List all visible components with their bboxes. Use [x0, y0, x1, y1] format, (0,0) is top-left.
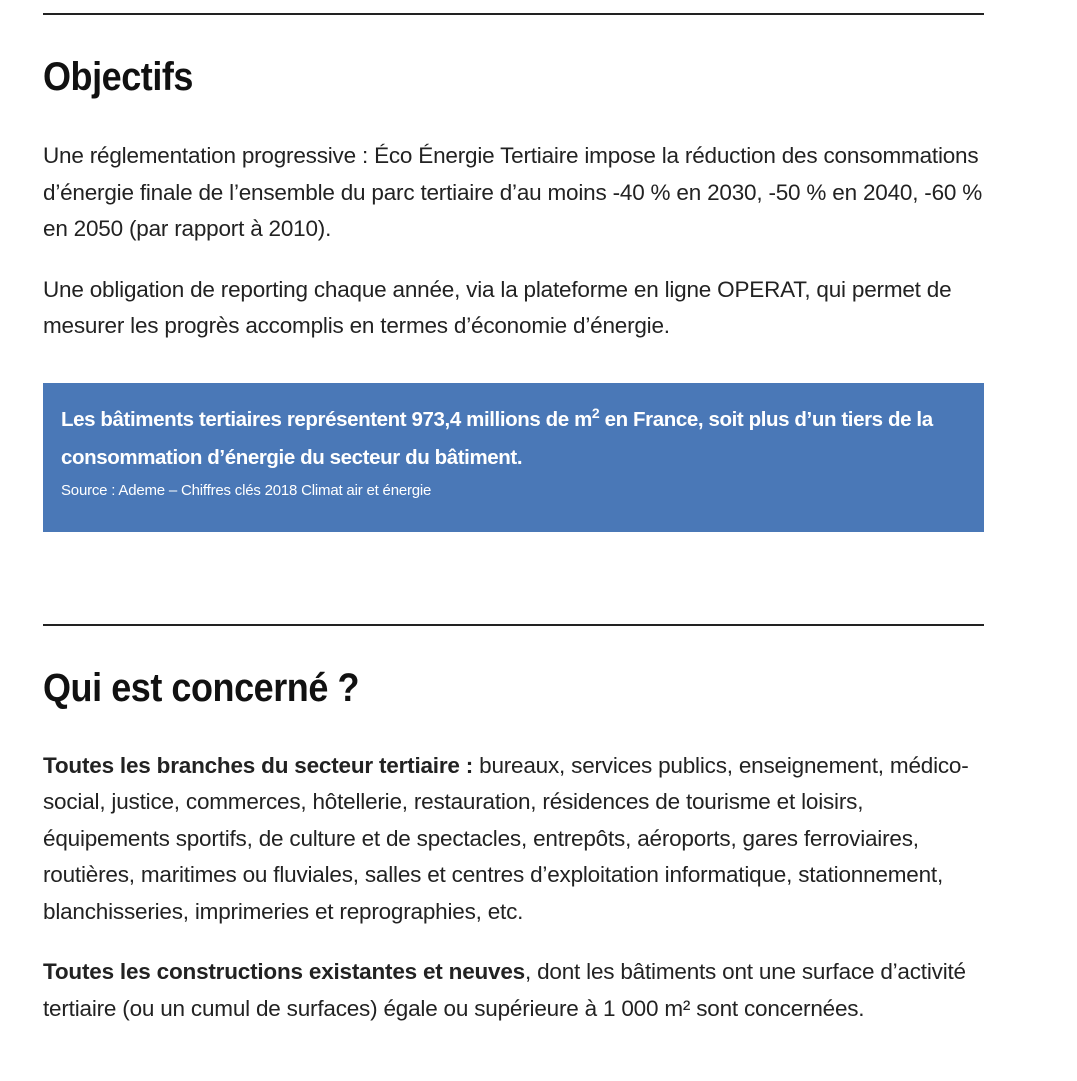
callout-source: Source : Ademe – Chiffres clés 2018 Climat air et énergie	[61, 481, 432, 499]
branches-list: bureaux, services publics, enseignement, médico-social, justice, commerces, hôtellerie, restauration, résidences de tourisme et loisirs, équipements sportifs, de culture et de spectacles, entrepôts, aéroports, gares ferroviaires, routières, maritimes ou fluviales, salles et centres d’exploitation informatique, stationnement, blanchisseries, imprimeries et reprographies, etc.	[43, 752, 969, 924]
concerne-paragraph-branches	[43, 748, 984, 931]
section-divider	[43, 13, 984, 15]
constructions-detail: , dont les bâtiments ont une surface d’activité tertiaire (ou un cumul de surfaces) égale ou supérieure à 1 000 m² sont concernées.	[43, 959, 966, 1021]
concerne-paragraph-constructions	[43, 954, 984, 1027]
section-divider	[43, 624, 984, 626]
article-content	[43, 0, 984, 1027]
constructions-lead: Toutes les constructions existantes et neuves	[43, 959, 525, 984]
callout-superscript: 2	[591, 404, 600, 421]
objectifs-heading: Objectifs	[43, 55, 193, 99]
statistic-callout-box	[43, 383, 984, 532]
branches-lead: Toutes les branches du secteur tertiaire :	[43, 752, 474, 778]
objectifs-paragraph-reglementation: Une réglementation progressive : Éco Énergie Tertiaire impose la réduction des consommations d’énergie finale de l’ensemble du parc tertiaire d’au moins -40 % en 2030, -50 % en 2040, -60 % en 2050 (par rapport à 2010).	[43, 143, 983, 241]
objectifs-paragraph-reporting: Une obligation de reporting chaque année, via la plateforme en ligne OPERAT, qui permet de mesurer les progrès accomplis en termes d’économie d’énergie.	[43, 276, 952, 338]
callout-text-after: en France, soit plus d’un tiers de la consommation d’énergie du secteur du bâtiment.	[61, 407, 933, 469]
callout-statement	[61, 401, 966, 477]
qui-est-concerne-heading: Qui est concerné ?	[43, 665, 359, 710]
callout-text-before: Les bâtiments tertiaires représentent 973,4 millions de m	[61, 407, 592, 431]
